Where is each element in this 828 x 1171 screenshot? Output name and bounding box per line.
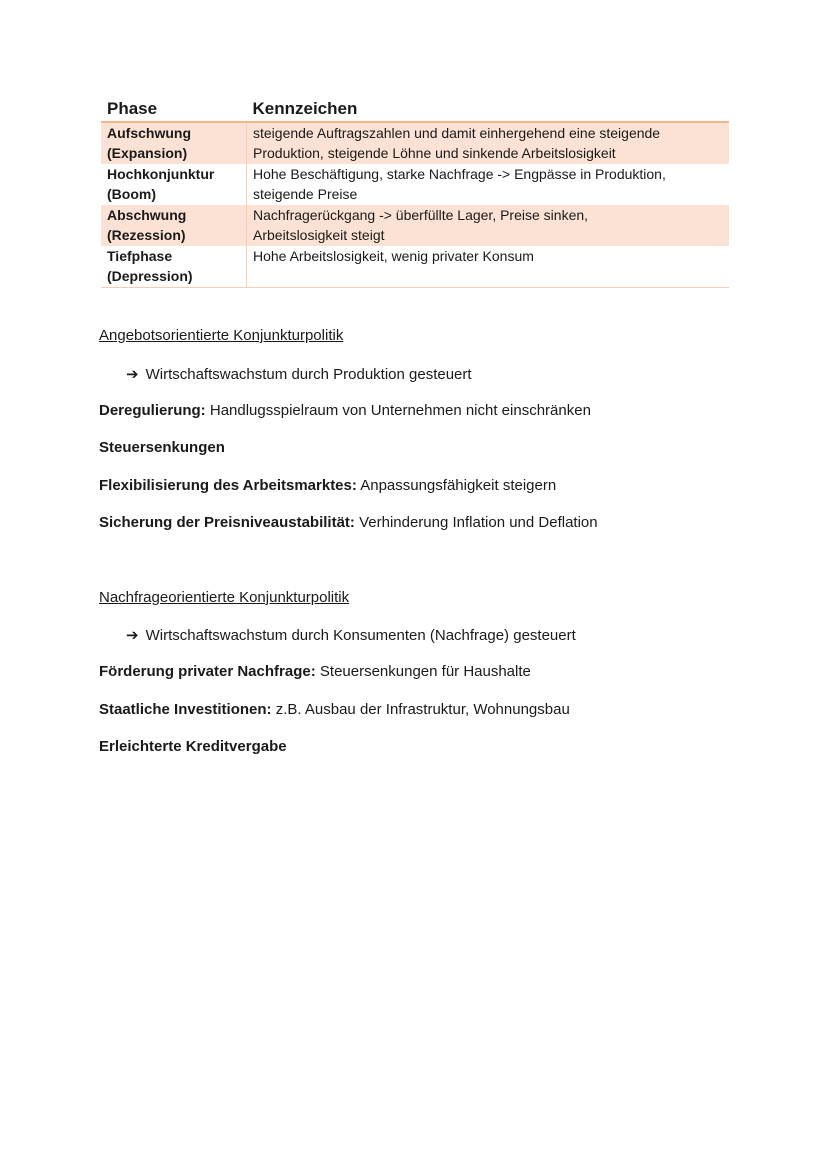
phase-cell [101, 205, 247, 246]
item-label: Sicherung der Preisniveaustabilität: [99, 514, 355, 531]
demand-arrow-text: Wirtschaftswachstum durch Konsumenten (Nachfrage) gesteuert [145, 627, 576, 644]
phase-name: Hochkonjunktur [107, 165, 215, 182]
supply-arrow-text: Wirtschaftswachstum durch Produktion gesteuert [145, 366, 472, 383]
supply-item-preisniveau [99, 514, 749, 531]
item-text: Verhinderung Inflation und Deflation [359, 514, 598, 531]
header-kennzeichen: Kennzeichen [247, 97, 730, 122]
item-label: Förderung privater Nachfrage: [99, 663, 316, 680]
table-row [101, 164, 729, 205]
supply-item-steuersenkungen: Steuersenkungen [99, 439, 225, 456]
description-line: Hohe Beschäftigung, starke Nachfrage -> Engpässe in Produktion, [253, 165, 666, 182]
description-cell [247, 122, 730, 164]
demand-item-investitionen [99, 701, 749, 718]
business-cycle-table [101, 97, 729, 288]
phase-cell [101, 164, 247, 205]
supply-policy-heading: Angebotsorientierte Konjunkturpolitik [99, 327, 344, 344]
header-phase: Phase [101, 97, 247, 122]
description-line: Produktion, steigende Löhne und sinkende Arbeitslosigkeit [253, 145, 616, 161]
item-label: Deregulierung: [99, 402, 206, 419]
phase-name: Aufschwung [107, 124, 191, 141]
supply-item-flexibilisierung [99, 477, 749, 494]
item-label: Flexibilisierung des Arbeitsmarktes: [99, 477, 357, 494]
arrow-right-icon: ➔ [126, 627, 139, 644]
table-row [101, 205, 729, 246]
arrow-right-icon: ➔ [126, 366, 139, 383]
item-text: Steuersenkungen für Haushalte [319, 663, 531, 680]
item-text: z.B. Ausbau der Infrastruktur, Wohnungsbau [275, 701, 570, 718]
demand-arrow-line [126, 626, 776, 644]
description-cell [247, 205, 730, 246]
description-cell [247, 246, 730, 288]
demand-policy-heading: Nachfrageorientierte Konjunkturpolitik [99, 589, 350, 606]
table-header-row [101, 97, 729, 122]
description-cell [247, 164, 730, 205]
description-line: Nachfragerückgang -> überfüllte Lager, Preise sinken, [253, 206, 589, 223]
phase-name: Abschwung [107, 206, 187, 223]
phase-term: (Rezession) [107, 227, 186, 243]
phase-term: (Depression) [107, 268, 193, 284]
item-text: Anpassungsfähigkeit steigern [360, 477, 557, 494]
description-line: steigende Auftragszahlen und damit einhergehend eine steigende [253, 124, 661, 141]
phase-cell [101, 246, 247, 288]
demand-item-foerderung [99, 663, 749, 680]
phase-term: (Boom) [107, 186, 156, 202]
phase-cell [101, 122, 247, 164]
phase-term: (Expansion) [107, 145, 188, 161]
description-line: steigende Preise [253, 186, 358, 202]
supply-arrow-line [126, 365, 776, 383]
supply-item-deregulierung [99, 402, 749, 419]
demand-item-kreditvergabe: Erleichterte Kreditvergabe [99, 738, 287, 755]
table-row [101, 246, 729, 288]
table-row [101, 122, 729, 164]
item-text: Handlugsspielraum von Unternehmen nicht einschränken [209, 402, 591, 419]
description-line: Hohe Arbeitslosigkeit, wenig privater Konsum [253, 247, 534, 264]
phase-name: Tiefphase [107, 247, 173, 264]
item-label: Staatliche Investitionen: [99, 701, 272, 718]
description-line: Arbeitslosigkeit steigt [253, 227, 385, 243]
